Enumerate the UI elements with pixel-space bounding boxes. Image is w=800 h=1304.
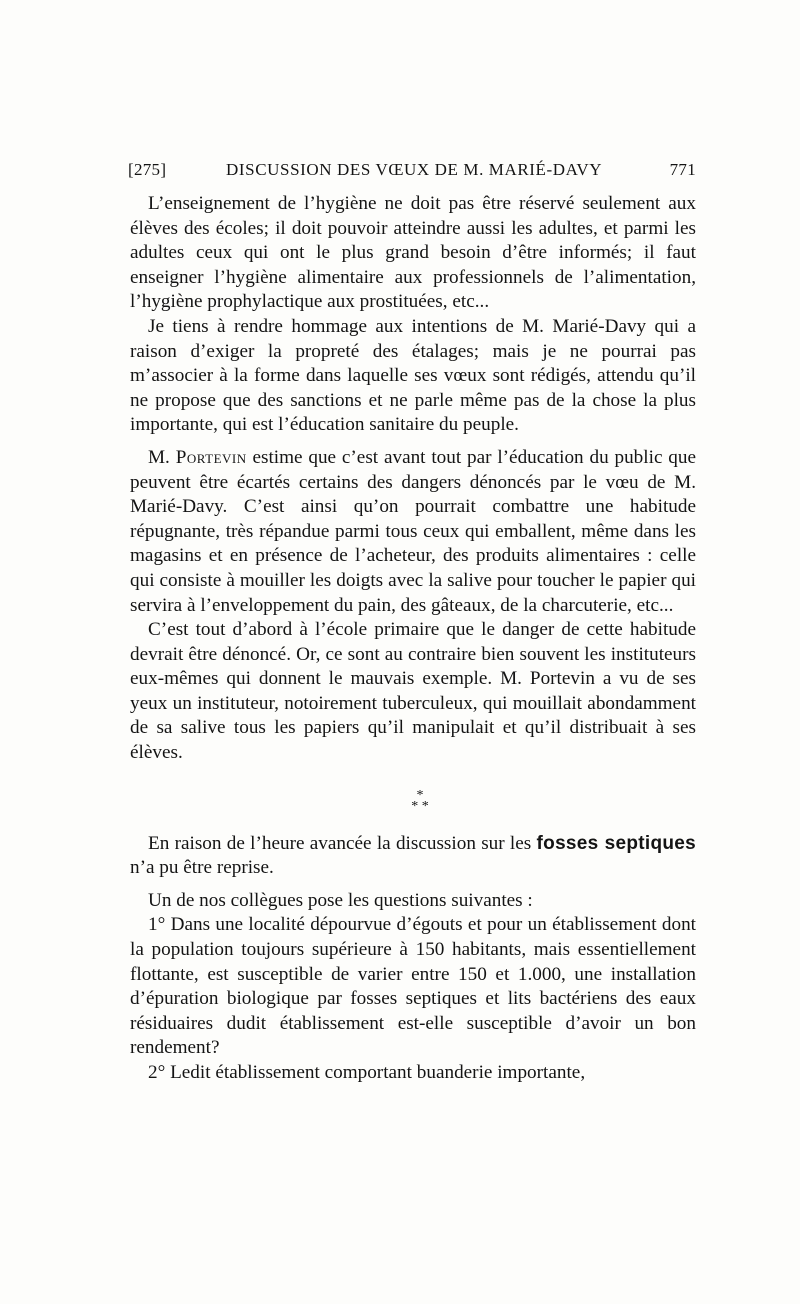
asterism-bottom: * * [411, 798, 429, 814]
speaker-name: Portevin [175, 446, 247, 468]
question-1: 1° Dans une localité dépourvue d’égouts et pour un établissement dont la population toujours supérieure à 150 habitants, mais essentiellement flottante, est susceptible de varier entre 150 et 1.000, une installation d’épuration biologique par fosses septiques et lits bactériens des eaux résiduaires dudit établissement est-elle susceptible d’avoir un bon rendement? [130, 914, 696, 1059]
speaker-prefix: M. [148, 446, 176, 468]
paragraph-septic-prefix: En raison de l’heure avancée la discussion sur les [148, 832, 537, 854]
paragraph-primary-school: C’est tout d’abord à l’école primaire que le danger de cette habitude devrait être dénoncé. Or, ce sont au contraire bien souvent les instituteurs eux-mêmes qui donnent le mauvais exemple. M. Portevin a vu de ses yeux un instituteur, notoirement tuberculeux, qui mouillait abondamment de sa salive tous les papiers qu’il manipulait et qu’il distribuait à ses élèves. [130, 619, 696, 764]
asterism-divider [130, 787, 696, 814]
paragraph-homage: Je tiens à rendre hommage aux intentions de M. Marié-Davy qui a raison d’exiger la propreté des étalages; mais je ne pourrai pas m’associer à la forme dans laquelle ses vœux sont rédigés, attendu qu’il ne propose que des sanctions et ne parle même pas de la chose la plus importante, qui est l’éducation sanitaire du peuple. [130, 315, 696, 436]
question-2: 2° Ledit établissement comportant buanderie importante, [148, 1062, 586, 1083]
paragraph-septic-tanks [130, 832, 696, 881]
paragraph-portevin [130, 446, 696, 618]
paragraph-hygiene-teaching: L’enseignement de l’hygiène ne doit pas être réservé seulement aux élèves des écoles; il doit pouvoir atteindre aussi les adultes, et parmi les adultes ceux qui ont le plus grand besoin d’être informés; il faut enseigner l’hygiène alimentaire aux professionnels de l’alimentation, l’hygiène prophylactique aux prostituées, etc... [130, 193, 696, 313]
paragraph-septic-suffix: n’a pu être reprise. [130, 857, 274, 879]
running-header [128, 160, 696, 188]
septic-tanks-heading: fosses septiques [536, 832, 696, 854]
body-text [130, 192, 696, 1086]
page-number: 771 [669, 160, 696, 179]
asterism-top: * [416, 787, 424, 803]
paragraph-questions-intro: Un de nos collègues pose les questions suivantes : [148, 889, 533, 911]
paragraph-portevin-text: estime que c’est avant tout par l’éducation du public que peuvent être écartés certains des dangers dénoncés par le vœu de M. Marié-Davy. C’est ainsi qu’on pourrait combattre une habitude répugnante, très répandue parmi tous ceux qui emballent, même dans les magasins et en présence de l’acheteur, des produits alimentaires : celle qui consiste à mouiller les doigts avec la salive pour toucher le papier qui servira à l’enveloppement du pain, des gâteaux, de la charcuterie, etc... [130, 446, 696, 616]
bracket-page-number: [275] [128, 160, 167, 179]
running-title: DISCUSSION DES VŒUX DE M. MARIÉ-DAVY [226, 160, 603, 179]
